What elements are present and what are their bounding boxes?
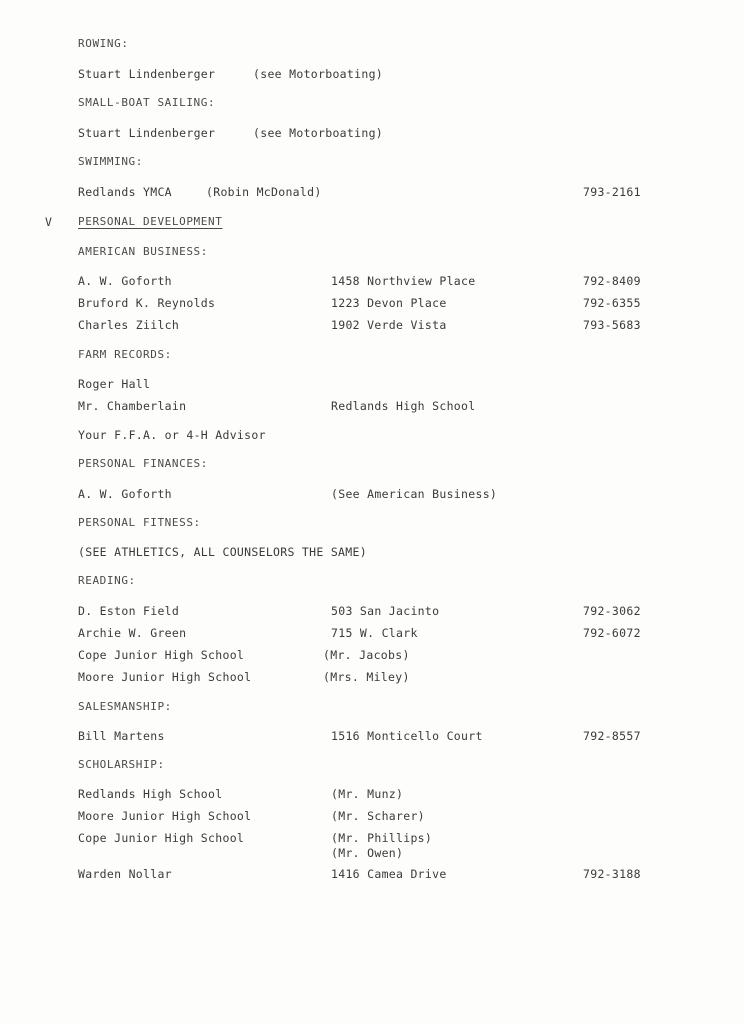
entry-name: Charles Ziilch (78, 318, 180, 332)
entry-contact: (Mrs. Miley) (323, 670, 410, 684)
entry-address: 1902 Verde Vista (331, 318, 447, 332)
entry-name: Bill Martens (78, 729, 165, 743)
entry-name: Your F.F.A. or 4-H Advisor (78, 428, 266, 442)
entry-address: 1416 Camea Drive (331, 867, 447, 881)
entry-contact: (Mr. Scharer) (331, 809, 425, 823)
entry-contact: (Mr. Phillips) (331, 831, 433, 845)
entry-phone: 793-5683 (583, 318, 641, 332)
entry-address: Redlands High School (331, 399, 476, 413)
entry-name: Bruford K. Reynolds (78, 296, 216, 310)
section-heading-small-boat-sailing: SMALL-BOAT SAILING: (78, 96, 216, 109)
entry-address: 1458 Northview Place (331, 274, 476, 288)
entry-address: 1223 Devon Place (331, 296, 447, 310)
entry-phone: 793-2161 (583, 185, 641, 199)
entry-contact: (Mr. Munz) (331, 787, 404, 801)
section-heading-rowing: ROWING: (78, 37, 129, 50)
section-heading-swimming: SWIMMING: (78, 155, 144, 168)
entry-phone: 792-3188 (583, 867, 641, 881)
entry-name: A. W. Goforth (78, 274, 172, 288)
entry-contact: (Mr. Jacobs) (323, 648, 410, 662)
section-numeral: V (45, 215, 53, 229)
entry-phone: 792-6355 (583, 296, 641, 310)
entry-contact-secondary: (Mr. Owen) (331, 846, 404, 860)
section-heading-reading: READING: (78, 574, 136, 587)
entry-address: (See American Business) (331, 487, 498, 501)
entry-address: 715 W. Clark (331, 626, 418, 640)
entry-name: Redlands YMCA (78, 185, 172, 199)
section-heading-personal-fitness: PERSONAL FITNESS: (78, 516, 201, 529)
entry-name: D. Eston Field (78, 604, 180, 618)
entry-name: Roger Hall (78, 377, 151, 391)
entry-name: Archie W. Green (78, 626, 187, 640)
entry-phone: 792-6072 (583, 626, 641, 640)
entry-name: Moore Junior High School (78, 809, 252, 823)
section-heading-american-business: AMERICAN BUSINESS: (78, 245, 209, 258)
entry-address: 503 San Jacinto (331, 604, 440, 618)
section-title-personal-development: PERSONAL DEVELOPMENT (78, 215, 223, 228)
entry-note: (see Motorboating) (253, 126, 384, 140)
entry-name: Stuart Lindenberger (78, 67, 216, 81)
entry-note: (Robin McDonald) (206, 185, 322, 199)
entry-address: 1516 Monticello Court (331, 729, 483, 743)
section-note: (SEE ATHLETICS, ALL COUNSELORS THE SAME) (78, 545, 367, 559)
entry-phone: 792-3062 (583, 604, 641, 618)
section-heading-personal-finances: PERSONAL FINANCES: (78, 457, 209, 470)
entry-name: A. W. Goforth (78, 487, 172, 501)
entry-name: Moore Junior High School (78, 670, 252, 684)
entry-note: (see Motorboating) (253, 67, 384, 81)
entry-name: Redlands High School (78, 787, 223, 801)
entry-name: Mr. Chamberlain (78, 399, 187, 413)
entry-name: Cope Junior High School (78, 648, 245, 662)
section-heading-farm-records: FARM RECORDS: (78, 348, 172, 361)
entry-phone: 792-8409 (583, 274, 641, 288)
section-heading-salesmanship: SALESMANSHIP: (78, 700, 172, 713)
entry-name: Warden Nollar (78, 867, 172, 881)
entry-phone: 792-8557 (583, 729, 641, 743)
entry-name: Stuart Lindenberger (78, 126, 216, 140)
entry-name: Cope Junior High School (78, 831, 245, 845)
section-heading-scholarship: SCHOLARSHIP: (78, 758, 165, 771)
